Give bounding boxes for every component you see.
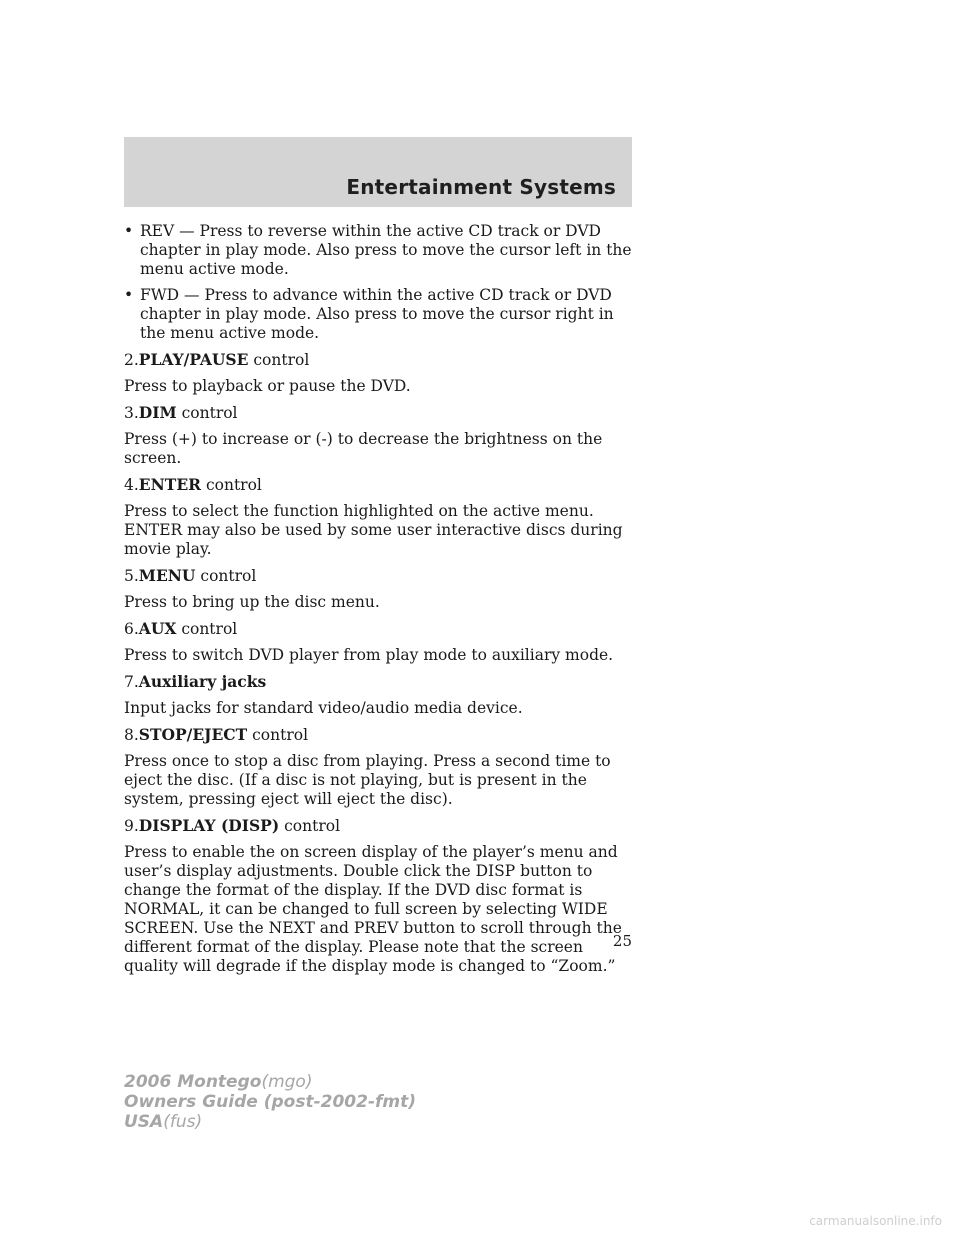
item-heading-dim xyxy=(124,403,632,423)
item-heading-aux xyxy=(124,619,632,639)
item-suffix: control xyxy=(181,404,238,422)
bullet-dot: • xyxy=(124,222,134,240)
page-number: 25 xyxy=(612,932,632,950)
item-heading-menu xyxy=(124,566,632,586)
item-number: 4. xyxy=(124,476,139,494)
item-number: 8. xyxy=(124,726,139,744)
footer-line-model xyxy=(124,1072,416,1092)
item-description-display: Press to enable the on screen display of the player’s menu and user’s display adjustments. Double click the DISP button to change the format of the display. If the DVD disc format is NORMAL, it can be changed to full screen by selecting WIDE SCREEN. Use the NEXT and PREV button to scroll through the different format of the display. Please note that the screen quality will degrade if the display mode is changed to “Zoom.” xyxy=(124,843,622,975)
item-description-enter: Press to select the function highlighted on the active menu. ENTER may also be used by some user interactive discs during movie play. xyxy=(124,502,623,558)
item-name: STOP/EJECT xyxy=(138,725,248,744)
item-number: 6. xyxy=(124,620,139,638)
footer-region-code: (fus) xyxy=(163,1112,203,1132)
item-name: ENTER xyxy=(138,475,202,494)
item-name: Auxiliary jacks xyxy=(138,672,267,691)
item-number: 7. xyxy=(124,673,139,691)
item-name: AUX xyxy=(138,619,177,638)
footer-line-region xyxy=(124,1112,416,1132)
footer-region: USA xyxy=(124,1112,164,1132)
item-name: PLAY/PAUSE xyxy=(138,350,249,369)
item-suffix: control xyxy=(252,726,309,744)
item-heading-enter xyxy=(124,475,632,495)
footer-model-code: (mgo) xyxy=(261,1072,313,1092)
item-suffix: control xyxy=(284,817,341,835)
watermark: carmanualsonline.info xyxy=(809,1214,942,1228)
document-footer xyxy=(124,1072,416,1132)
item-description-auxiliary-jacks: Input jacks for standard video/audio media device. xyxy=(124,699,523,717)
item-suffix: control xyxy=(200,567,257,585)
section-title: Entertainment Systems xyxy=(346,175,616,199)
bullet-text: REV — Press to reverse within the active CD track or DVD chapter in play mode. Also press to move the cursor left in the menu active mode. xyxy=(140,222,632,278)
item-heading-stop-eject xyxy=(124,725,632,745)
bullet-text: FWD — Press to advance within the active CD track or DVD chapter in play mode. Also press to move the cursor right in the menu active mode. xyxy=(140,286,614,342)
item-description-menu: Press to bring up the disc menu. xyxy=(124,593,380,611)
footer-line-guide xyxy=(124,1092,416,1112)
item-number: 3. xyxy=(124,404,139,422)
footer-model: 2006 Montego xyxy=(124,1072,262,1092)
item-suffix: control xyxy=(181,620,238,638)
item-name: DIM xyxy=(138,403,177,422)
item-suffix: control xyxy=(205,476,262,494)
bullet-dot: • xyxy=(124,286,134,304)
footer-guide: Owners Guide (post-2002-fmt) xyxy=(124,1092,417,1112)
item-number: 5. xyxy=(124,567,139,585)
item-number: 9. xyxy=(124,817,139,835)
item-number: 2. xyxy=(124,351,139,369)
bullet-fwd xyxy=(124,286,632,343)
item-heading-display xyxy=(124,816,632,836)
item-description-aux: Press to switch DVD player from play mode to auxiliary mode. xyxy=(124,646,614,664)
item-suffix: control xyxy=(253,351,310,369)
item-description-play-pause: Press to playback or pause the DVD. xyxy=(124,377,411,395)
bullet-rev xyxy=(124,222,632,279)
item-name: DISPLAY (DISP) xyxy=(138,816,280,835)
item-description-stop-eject: Press once to stop a disc from playing. Press a second time to eject the disc. (If a disc is not playing, but is present in the system, pressing eject will eject the disc). xyxy=(124,752,611,808)
item-heading-auxiliary-jacks xyxy=(124,672,632,692)
item-heading-play-pause xyxy=(124,350,632,370)
manual-content xyxy=(124,222,632,983)
section-header-band xyxy=(124,137,632,207)
item-name: MENU xyxy=(138,566,196,585)
item-description-dim: Press (+) to increase or (-) to decrease the brightness on the screen. xyxy=(124,430,603,467)
